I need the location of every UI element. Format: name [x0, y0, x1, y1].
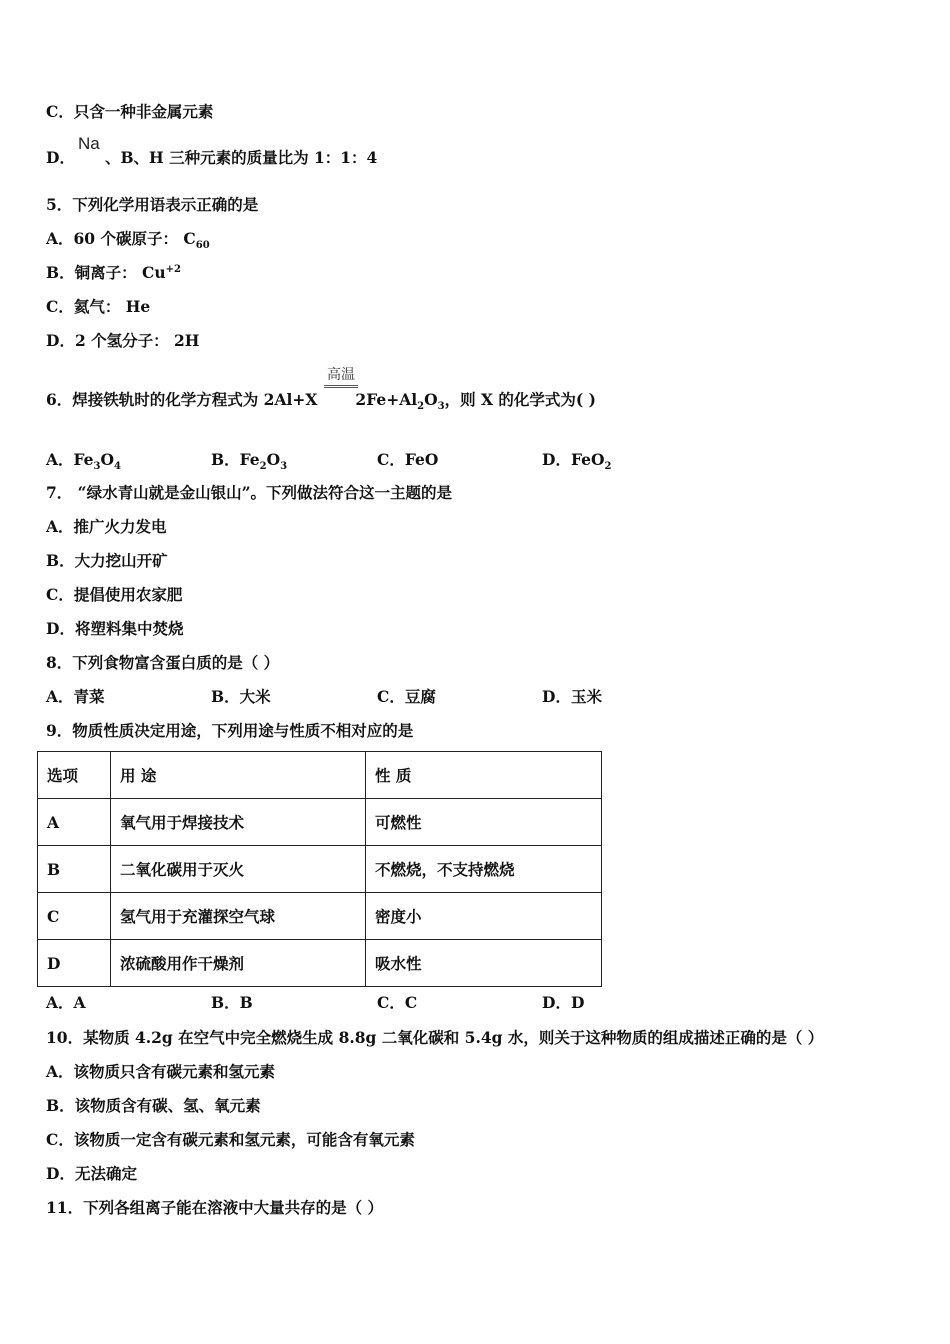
q8-option-b: B．大米: [211, 687, 271, 706]
q9-option-c: C．C: [377, 993, 418, 1012]
q10-option-b: B．该物质含有碳、氢、氧元素: [46, 1096, 261, 1115]
table-row: [38, 940, 602, 987]
table-row: [38, 846, 602, 893]
q10-option-a: A．该物质只含有碳元素和氢元素: [46, 1062, 276, 1081]
table-cell: 不燃烧，不支持燃烧: [366, 846, 602, 893]
q7-option-d: D．将塑料集中焚烧: [46, 619, 184, 638]
q5-option-a: [46, 229, 210, 252]
q4-option-d-text: 、B、H 三种元素的质量比为 1：1：4: [104, 148, 378, 167]
q6-sub-3: 3: [437, 401, 445, 413]
q6-option-a: A．$Fe_3O_4$: [46, 450, 121, 473]
q6-option-d: D．FeO$_2$: [542, 450, 612, 473]
table-cell: D: [38, 940, 111, 987]
table-row: [38, 893, 602, 940]
q7-stem: 7． “绿水青山就是金山银山”。下列做法符合这一主题的是: [46, 483, 453, 502]
q5-option-b-text: B．铜离子： Cu: [46, 263, 166, 282]
q10-option-c: C．该物质一定含有碳元素和氢元素，可能含有氧元素: [46, 1130, 415, 1149]
table-cell: 二氧化碳用于灭火: [111, 846, 366, 893]
q6-option-c: C．FeO: [377, 450, 439, 469]
table-cell: 可燃性: [366, 799, 602, 846]
q8-stem: 8．下列食物富含蛋白质的是（ ）: [46, 653, 280, 672]
q11-stem: 11．下列各组离子能在溶液中大量共存的是（ ）: [46, 1198, 383, 1217]
table-cell: A: [38, 799, 111, 846]
q4-option-d-label: D．: [46, 148, 75, 167]
q6-sub-2: 2: [417, 401, 425, 413]
q7-option-c: C．提倡使用农家肥: [46, 585, 183, 604]
table-cell: 浓硫酸用作干燥剂: [111, 940, 366, 987]
q9-table: [37, 751, 602, 987]
q7-option-b: B．大力挖山开矿: [46, 551, 168, 570]
q5-stem: 5．下列化学用语表示正确的是: [46, 195, 259, 214]
table-cell: C: [38, 893, 111, 940]
q6-stem-left: 6．焊接铁轨时的化学方程式为 2Al+X: [46, 390, 318, 409]
table-header-row: [38, 752, 602, 799]
q6-stem-right: 2Fe+Al: [355, 390, 418, 409]
q9-option-d: D．D: [542, 993, 585, 1012]
q9-stem: 9．物质性质决定用途，下列用途与性质不相对应的是: [46, 721, 414, 740]
q10-stem: 10．某物质 4.2g 在空气中完全燃烧生成 8.8g 二氧化碳和 5.4g 水，则关于这种物质的组成描述正确的是（ ）: [46, 1028, 824, 1047]
q9-option-a: A．A: [46, 993, 86, 1012]
q5-option-d: D．2 个氢分子： 2H: [46, 331, 200, 350]
table-cell: B: [38, 846, 111, 893]
table-cell: 氧气用于焊接技术: [111, 799, 366, 846]
q6-option-b: B．$Fe_2O_3$: [211, 450, 288, 473]
table-header-cell: 选项: [38, 752, 111, 799]
sodium-symbol: Na: [78, 134, 100, 153]
reaction-condition: 高温: [324, 364, 358, 388]
table-cell: 吸水性: [366, 940, 602, 987]
q10-option-d: D．无法确定: [46, 1164, 137, 1183]
table-row: [38, 799, 602, 846]
q9-option-b: B．B: [211, 993, 253, 1012]
q5-option-a-text: A．60 个碳原子： C: [46, 229, 196, 248]
table-cell: 氢气用于充灌探空气球: [111, 893, 366, 940]
table-header-cell: 用 途: [111, 752, 366, 799]
q6-stem: [46, 390, 596, 413]
q8-option-a: A．青菜: [46, 687, 105, 706]
q5-option-a-sub: 60: [195, 240, 210, 252]
table-cell: 密度小: [366, 893, 602, 940]
q8-option-d: D．玉米: [542, 687, 602, 706]
q6-stem-tail: ，则 X 的化学式为( ): [444, 390, 596, 409]
q8-option-c: C．豆腐: [377, 687, 436, 706]
table-header-cell: 性 质: [366, 752, 602, 799]
q5-option-c: C．氦气： He: [46, 297, 151, 316]
q5-option-b: [46, 263, 181, 283]
q4-option-c: C．只含一种非金属元素: [46, 102, 214, 121]
q5-option-b-sup: +2: [165, 263, 181, 275]
q6-stem-o: O: [424, 390, 438, 409]
q7-option-a: A．推广火力发电: [46, 517, 167, 536]
